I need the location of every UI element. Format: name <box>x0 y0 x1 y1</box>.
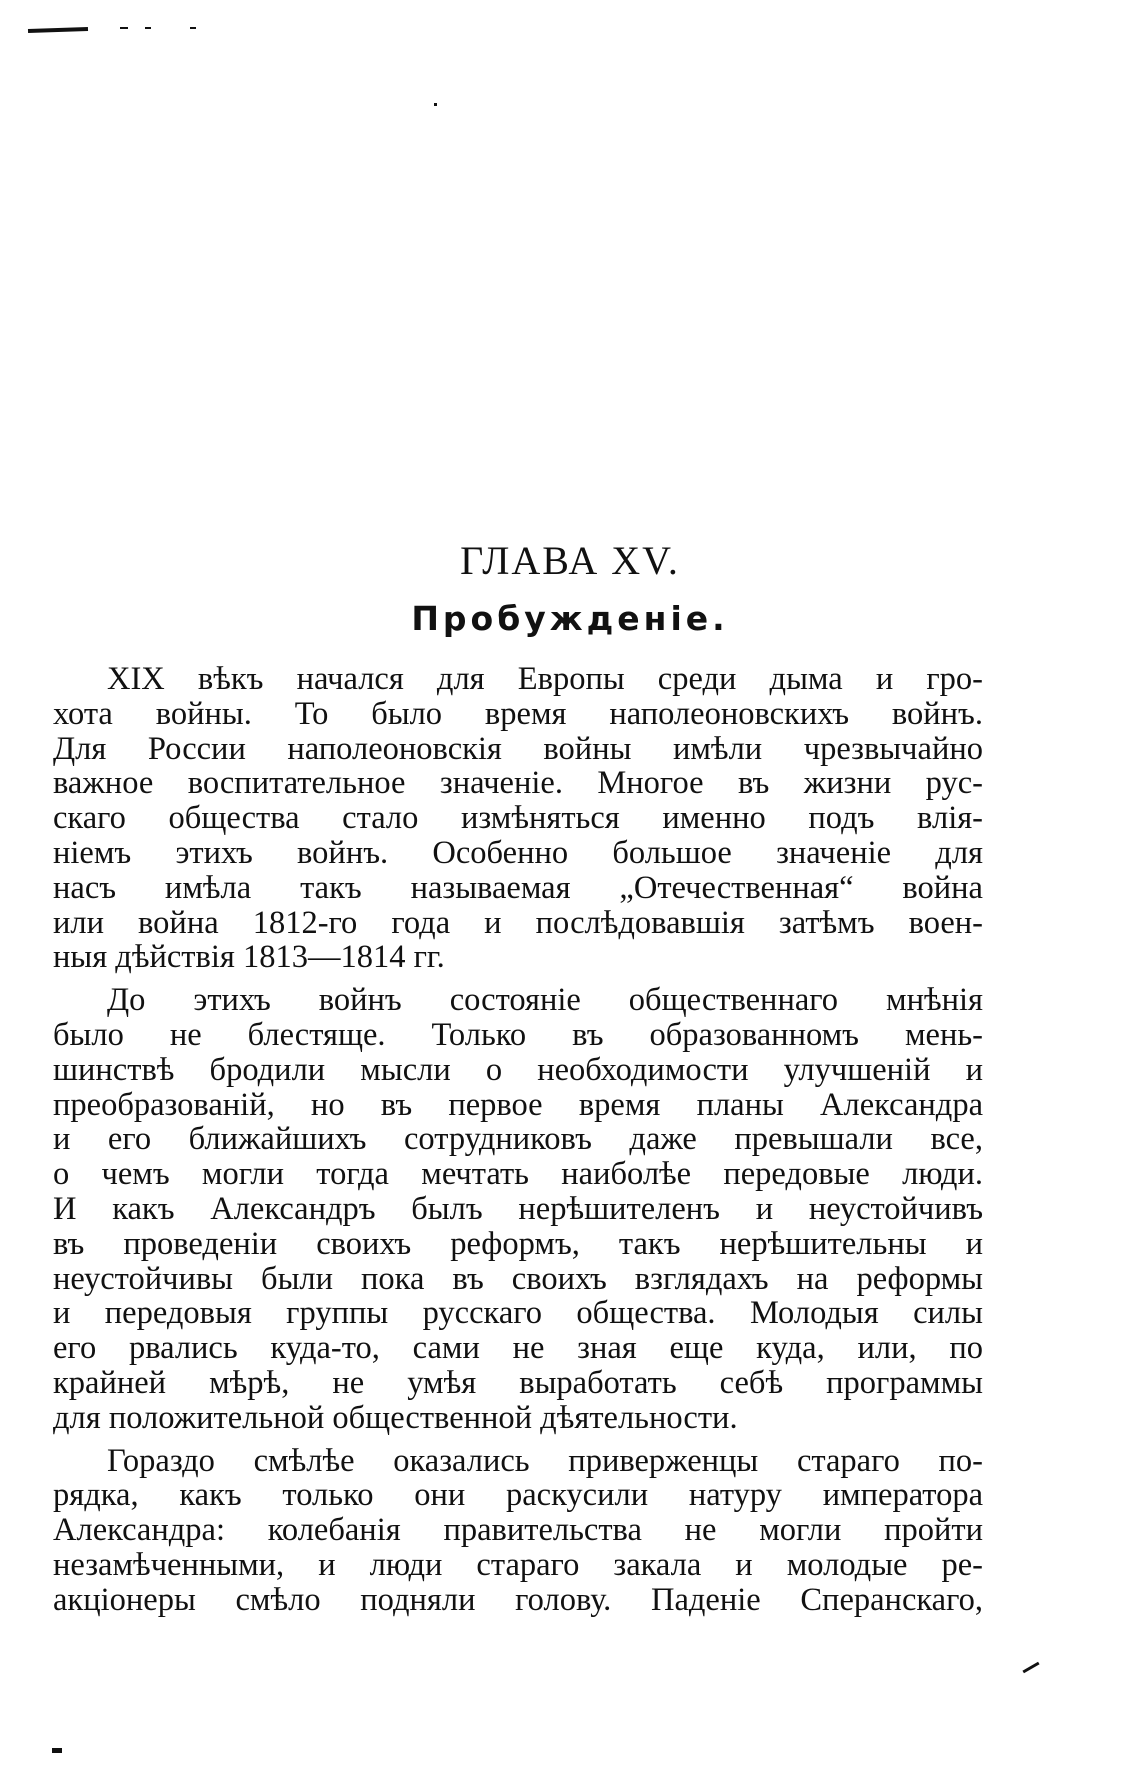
scan-speck <box>434 103 437 106</box>
text-line: и передовыя группы русскаго общества. Молодыя силы <box>53 1295 983 1332</box>
text-line: скаго общества стало измѣняться именно подъ влія- <box>53 800 983 837</box>
scan-mark-bottom-left <box>52 1748 62 1753</box>
text-line: крайней мѣрѣ, не умѣя выработать себѣ программы <box>53 1364 983 1401</box>
text-line: ніемъ этихъ войнъ. Особенно большое значеніе для <box>53 834 983 871</box>
text-line: или война 1812-го года и послѣдовавшія затѣмъ воен- <box>53 904 983 941</box>
text-line: акціонеры смѣло подняли голову. Паденіе Сперанскаго, <box>53 1581 983 1618</box>
text-line: о чемъ могли тогда мечтать наиболѣе передовые люди. <box>53 1156 983 1193</box>
body-text <box>53 662 983 1618</box>
text-line: преобразованій, но въ первое время планы Александра <box>53 1086 983 1123</box>
scan-mark-right <box>1022 1662 1039 1674</box>
text-line: XIX вѣкъ начался для Европы среди дыма и гро- <box>107 661 983 697</box>
scan-speck <box>190 27 196 29</box>
chapter-heading: ГЛАВА XV. <box>460 538 680 583</box>
text-line: неустойчивы были пока въ своихъ взглядахъ на реформы <box>53 1260 983 1297</box>
text-line: и его ближайшихъ сотрудниковъ даже превышали все, <box>53 1121 983 1158</box>
text-line: важное воспитательное значеніе. Многое въ жизни рус- <box>53 765 983 802</box>
text-line: шинствѣ бродили мысли о необходимости улучшеній и <box>53 1051 983 1088</box>
text-line: незамѣченными, и люди стараго закала и молодые ре- <box>53 1546 983 1583</box>
text-line: хота войны. То было время наполеоновскихъ войнъ. <box>53 695 983 732</box>
paragraph-1 <box>53 662 983 975</box>
chapter-title: Пробужденіе. <box>411 599 729 638</box>
text-line: было не блестяще. Только въ образованномъ мень- <box>53 1016 983 1053</box>
scan-mark-top-left <box>28 27 88 33</box>
text-line: ныя дѣйствія 1813—1814 гг. <box>53 939 445 976</box>
text-line: Для России наполеоновскія войны имѣли чрезвычайно <box>53 730 983 767</box>
text-line: рядка, какъ только они раскусили натуру императора <box>53 1477 983 1514</box>
text-line: въ проведеніи своихъ реформъ, такъ нерѣшительны и <box>53 1225 983 1262</box>
text-line: для положительной общественной дѣятельности. <box>53 1399 738 1436</box>
scan-speck <box>145 27 151 29</box>
text-line: Гораздо смѣлѣе оказались приверженцы стараго по- <box>107 1442 983 1479</box>
paragraph-2 <box>53 983 983 1435</box>
text-line: До этихъ войнъ состояніе общественнаго мнѣнія <box>107 982 983 1019</box>
text-line: Александра: колебанія правительства не могли пройти <box>53 1512 983 1549</box>
text-line: И какъ Александръ былъ нерѣшителенъ и неустойчивъ <box>53 1190 983 1227</box>
text-line: насъ имѣла такъ называемая „Отечественная“ война <box>53 869 983 906</box>
text-line: его рвались куда-то, сами не зная еще куда, или, по <box>53 1330 983 1367</box>
paragraph-3 <box>53 1444 983 1618</box>
scan-speck <box>120 27 128 29</box>
